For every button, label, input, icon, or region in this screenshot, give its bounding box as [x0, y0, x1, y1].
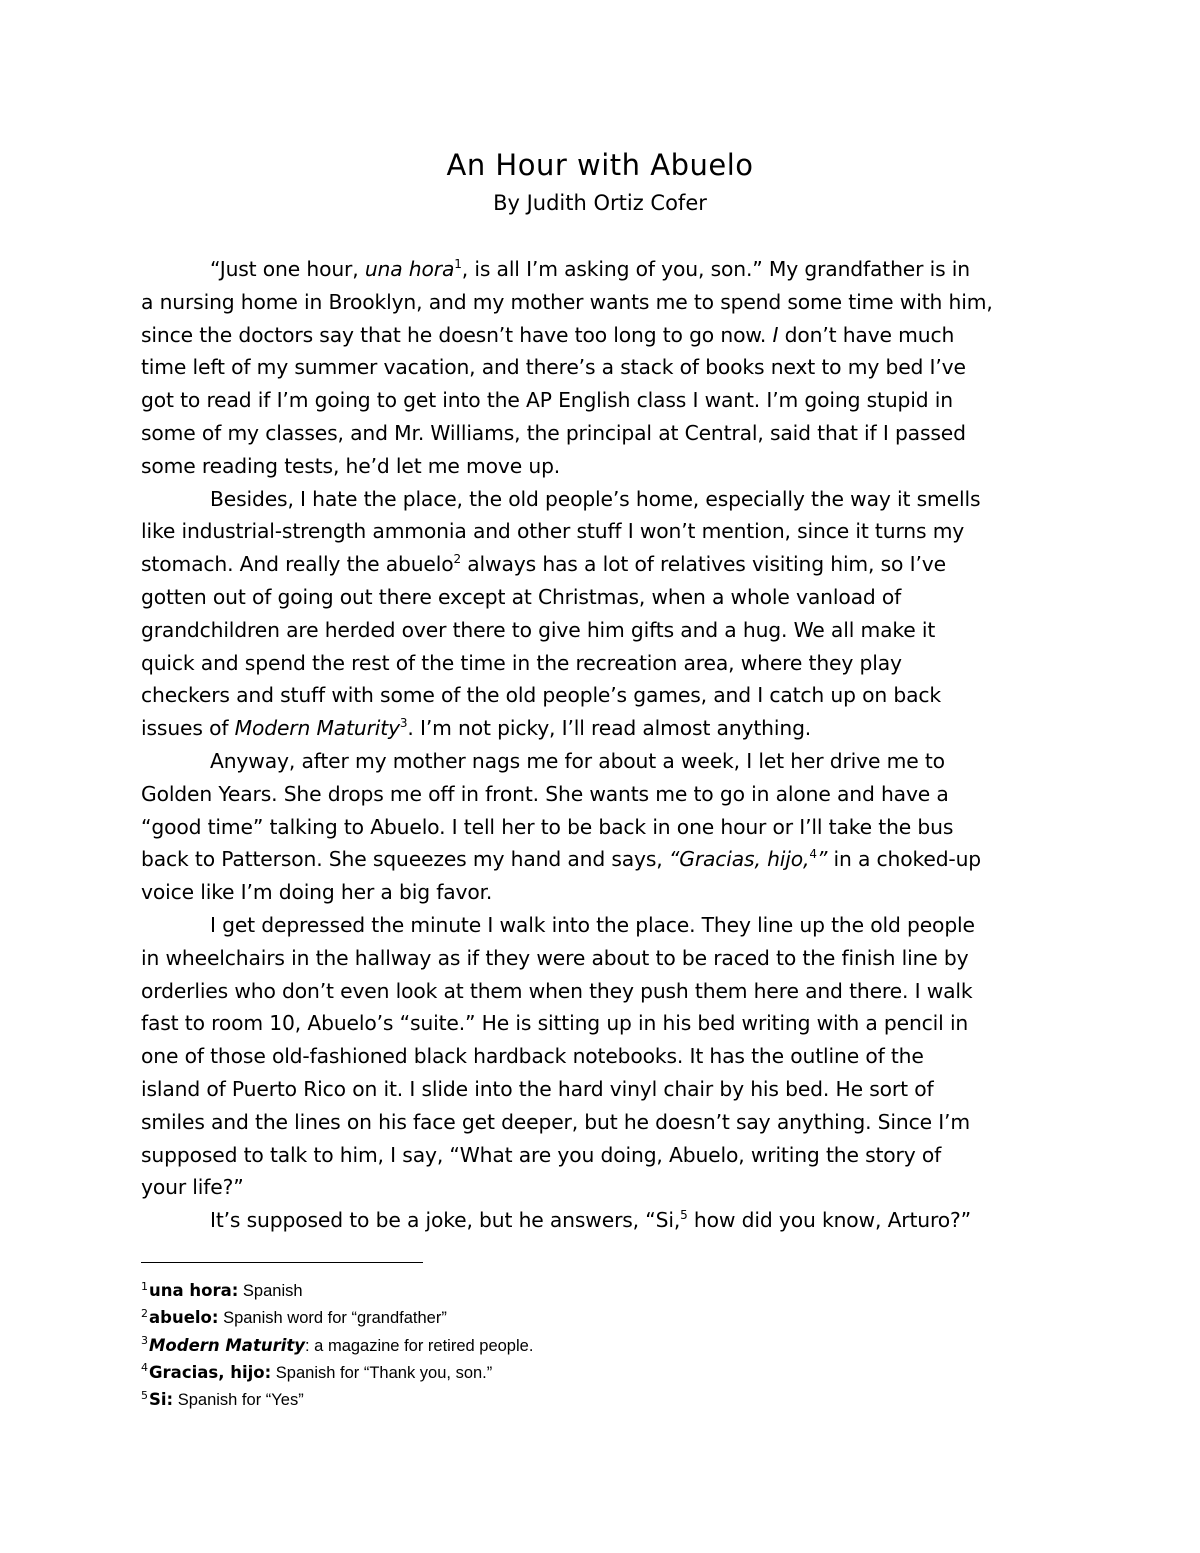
footnote-item: $^2$abuelo: Spanish word for “grandfather”: [141, 1306, 447, 1328]
text-line: back to Patterson. She squeezes my hand and says, “Gracias, hijo,$^4$” in a choked-up: [141, 847, 982, 872]
footnote-ref: 4: [809, 847, 817, 862]
text-line: stomach. And really the abuelo$^2$ always has a lot of relatives visiting him, so I’ve: [141, 552, 946, 577]
text-line: “Just one hour, una hora$^1$, is all I’m asking of you, son.” My grandfather is in: [210, 257, 970, 281]
italic-phrase: “Gracias, hijo,: [668, 847, 810, 872]
footnote-divider: [141, 1262, 423, 1263]
footnote-ref: 3: [399, 716, 408, 731]
text-line: supposed to talk to him, I say, “What are you doing, Abuelo, writing the story of: [141, 1142, 942, 1167]
text-line: It’s supposed to be a joke, but he answers, “Si,$^5$ how did you know, Arturo?”: [210, 1208, 971, 1233]
footnotes: [141, 1277, 841, 1413]
text-line: grandchildren are herded over there to give him gifts and a hug. We all make it: [141, 617, 936, 642]
text-line: in wheelchairs in the hallway as if they were about to be raced to the finish line by: [141, 945, 969, 970]
text-line: got to read if I’m going to get into the AP English class I want. I’m going stupid in: [141, 388, 953, 413]
footnote-ref: 1: [454, 257, 462, 272]
text-line: fast to room 10, Abuelo’s “suite.” He is sitting up in his bed writing with a pencil in: [141, 1011, 969, 1036]
text-line: a nursing home in Brooklyn, and my mother wants me to spend some time with him,: [141, 289, 993, 314]
footnote-ref: 2: [453, 552, 461, 567]
text-line: time left of my summer vacation, and there’s a stack of books next to my bed I’ve: [141, 355, 966, 380]
footnote-ref: 5: [680, 1208, 688, 1223]
text-line: some reading tests, he’d let me move up.: [141, 453, 561, 478]
document-title: An Hour with Abuelo: [446, 148, 754, 182]
footnote-item: $^1$una hora: Spanish: [141, 1279, 303, 1300]
text-line: your life?”: [141, 1175, 244, 1200]
text-line: island of Puerto Rico on it. I slide into the hard vinyl chair by his bed. He sort of: [141, 1076, 934, 1101]
document-byline: By Judith Ortiz Cofer: [493, 191, 707, 215]
text-line: Golden Years. She drops me off in front. She wants me to go in alone and have a: [141, 781, 949, 806]
story-body: [141, 253, 1061, 1237]
text-line: like industrial-strength ammonia and other stuff I won’t mention, since it turns my: [141, 519, 965, 544]
text-line: orderlies who don’t even look at them when they push them here and there. I walk: [141, 978, 973, 1003]
text-line: Anyway, after my mother nags me for about a week, I let her drive me to: [210, 748, 945, 773]
italic-phrase: I: [772, 322, 779, 347]
text-line: some of my classes, and Mr. Williams, the principal at Central, said that if I passed: [141, 420, 966, 445]
text-line: quick and spend the rest of the time in the recreation area, where they play: [141, 650, 902, 675]
text-line: smiles and the lines on his face get deeper, but he doesn’t say anything. Since I’m: [141, 1109, 970, 1134]
text-line: issues of Modern Maturity$^3$. I’m not picky, I’ll read almost anything.: [141, 716, 812, 741]
text-line: I get depressed the minute I walk into the place. They line up the old people: [210, 912, 975, 937]
text-line: voice like I’m doing her a big favor.: [141, 880, 493, 905]
footnote-item: $^5$Si: Spanish for “Yes”: [141, 1388, 304, 1410]
text-line: one of those old-fashioned black hardback notebooks. It has the outline of the: [141, 1044, 924, 1069]
text-line: checkers and stuff with some of the old people’s games, and I catch up on back: [141, 683, 942, 708]
italic-phrase: una hora: [364, 257, 455, 281]
text-line: Besides, I hate the place, the old people’s home, especially the way it smells: [210, 486, 981, 511]
italic-phrase: Modern Maturity: [234, 716, 400, 741]
footnote-item: $^4$Gracias, hijo: Spanish for “Thank you, son.”: [141, 1361, 493, 1382]
footnote-item: $^3$Modern Maturity: a magazine for retired people.: [141, 1334, 534, 1355]
text-line: since the doctors say that he doesn’t have too long to go now. I don’t have much: [141, 322, 955, 347]
text-line: “good time” talking to Abuelo. I tell her to be back in one hour or I’ll take the bus: [141, 814, 954, 839]
text-line: gotten out of going out there except at Christmas, when a whole vanload of: [141, 584, 902, 609]
